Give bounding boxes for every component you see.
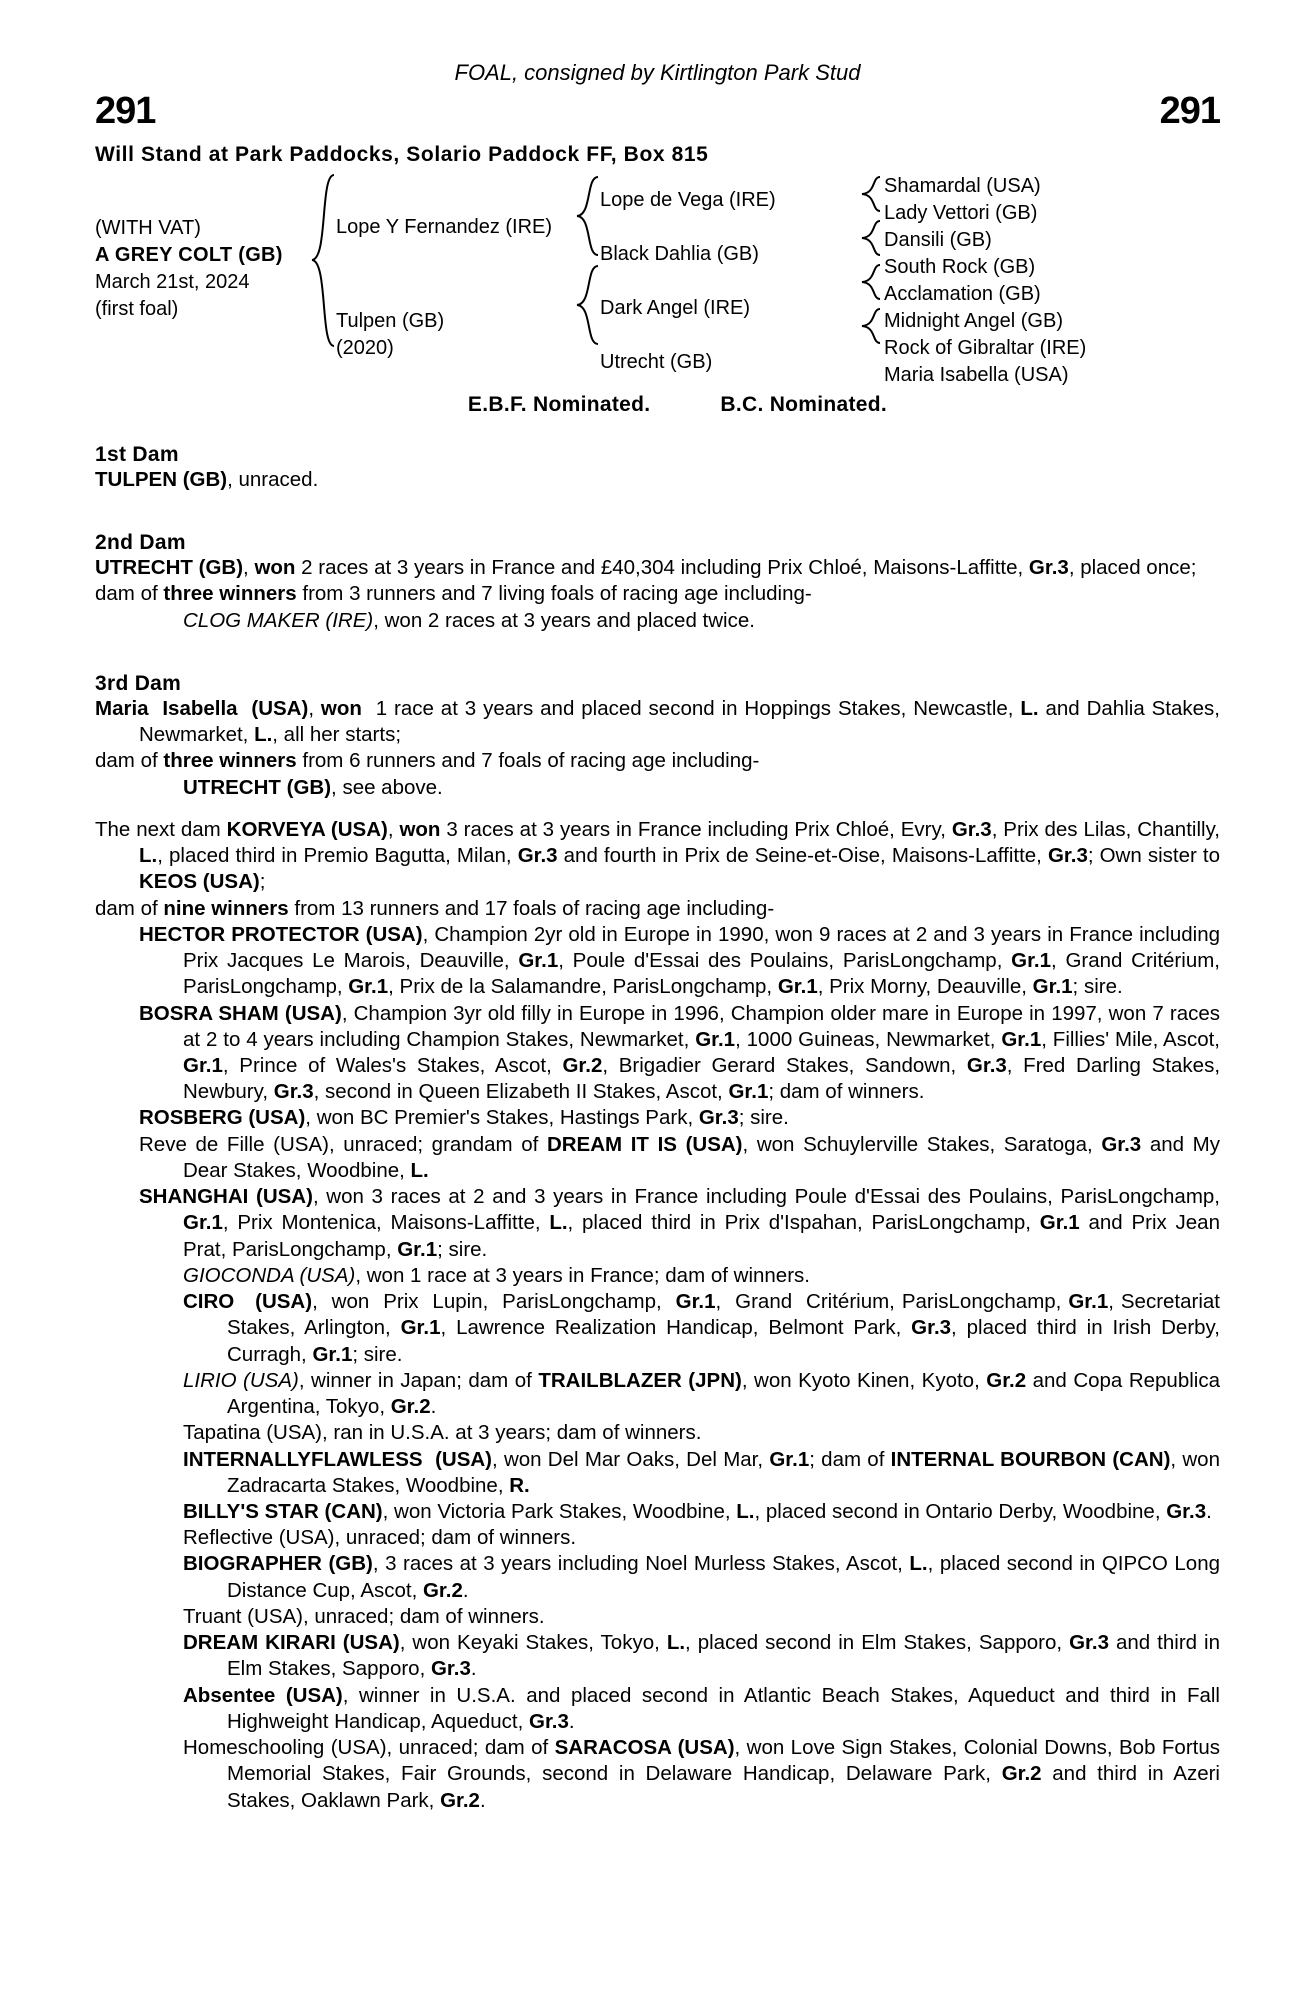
g4-name-5: Acclamation (GB): [884, 283, 1041, 305]
progeny-entry: Tapatina (USA), ran in U.S.A. at 3 years; dam of winners.: [183, 1421, 702, 1445]
progeny-entry: BIOGRAPHER (GB), 3 races at 3 years including Noel Murless Stakes, Ascot, L., placed second in QIPCO Long Distance Cup, Ascot, Gr.2.: [183, 1552, 1220, 1602]
progeny-entry: CIRO (USA), won Prix Lupin, ParisLongchamp, Gr.1, Grand Critérium, ParisLongchamp, Gr.1, Secretariat Stakes, Arlington, Gr.1, Lawrence Realization Handicap, Belmont Park, Gr.3, placed third in Irish Derby, Curragh, Gr.1; sire.: [183, 1290, 1220, 1366]
progeny-entry: BILLY'S STAR (CAN), won Victoria Park Stakes, Woodbine, L., placed second in Ontario Derby, Woodbine, Gr.3.: [183, 1499, 1212, 1523]
subject-foaled: March 21st, 2024: [95, 271, 250, 293]
dam-name: Tulpen (GB): [336, 310, 445, 332]
sire-cell: [336, 173, 574, 281]
stand-location-line: Will Stand at Park Paddocks, Solario Paddock FF, Box 815: [95, 143, 709, 166]
sire-dam-name: Black Dahlia (GB): [600, 242, 759, 265]
third-dam-line-1: Maria Isabella (USA), won 1 race at 3 years and placed second in Hoppings Stakes, Newcastle, L. and Dahlia Stakes, Newmarket, L., all her starts;: [95, 696, 1220, 747]
brace-gen1: [310, 173, 336, 389]
next-dam-damof: dam of nine winners from 13 runners and 17 foals of racing age including-: [95, 896, 775, 920]
g4-name-2: Lady Vettori (GB): [884, 202, 1038, 224]
g4-name-8: Maria Isabella (USA): [884, 364, 1069, 386]
progeny-entry: ROSBERG (USA), won BC Premier's Stakes, Hastings Park, Gr.3; sire.: [139, 1106, 789, 1130]
second-dam-heading: 2nd Dam: [95, 531, 186, 555]
generation-4: [884, 173, 1220, 389]
sire-name: Lope Y Fernandez (IRE): [336, 215, 553, 238]
second-dam-line-1: UTRECHT (GB), won 2 races at 3 years in France and £40,304 including Prix Chloé, Maisons-Laffitte, Gr.3, placed once;: [95, 556, 1197, 580]
subject-details: [95, 173, 310, 389]
next-dam-intro: The next dam KORVEYA (USA), won 3 races at 3 years in France including Prix Chloé, Evry, Gr.3, Prix des Lilas, Chantilly, L., placed third in Premio Bagutta, Milan, Gr.3 and fourth in Prix de Seine-et-Oise, Maisons-Laffitte, Gr.3; Own sister to KEOS (USA);: [95, 817, 1220, 894]
progeny-entry: DREAM KIRARI (USA), won Keyaki Stakes, Tokyo, L., placed second in Elm Stakes, Sapporo, Gr.3 and third in Elm Stakes, Sapporo, Gr.3.: [183, 1631, 1221, 1681]
dam-sire-name: Dark Angel (IRE): [600, 296, 751, 319]
progeny-entry: GIOCONDA (USA), won 1 race at 3 years in France; dam of winners.: [183, 1263, 810, 1287]
sire-sire-name: Lope de Vega (IRE): [600, 188, 776, 211]
nominations-row: [95, 393, 1220, 417]
g4-name-1: Shamardal (USA): [884, 175, 1041, 197]
first-dam-heading: 1st Dam: [95, 443, 179, 466]
ebf-nomination: E.B.F. Nominated.: [467, 393, 651, 416]
vat-note: (WITH VAT): [95, 217, 201, 239]
dam-year: (2020): [336, 337, 394, 359]
progeny-entry: INTERNALLYFLAWLESS (USA), won Del Mar Oaks, Del Mar, Gr.1; dam of INTERNAL BOURBON (CAN), won Zadracarta Stakes, Woodbine, R.: [183, 1447, 1220, 1497]
second-dam-line-3: CLOG MAKER (IRE), won 2 races at 3 years and placed twice.: [183, 608, 755, 632]
progeny-entry: Reflective (USA), unraced; dam of winners.: [183, 1526, 577, 1550]
consignor-line: FOAL, consigned by Kirtlington Park Stud: [454, 60, 861, 85]
dam-dam-name: Utrecht (GB): [600, 350, 713, 373]
progeny-entry: Homeschooling (USA), unraced; dam of SARACOSA (USA), won Love Sign Stakes, Colonial Downs, Bob Fortus Memorial Stakes, Fair Grounds, second in Delaware Handicap, Delaware Park, Gr.2 and third in Azeri Stakes, Oaklawn Park, Gr.2.: [183, 1736, 1220, 1812]
lot-number-left: 291: [95, 90, 156, 132]
progeny-entry: SHANGHAI (USA), won 3 races at 2 and 3 years in France including Poule d'Essai des Poulains, ParisLongchamp, Gr.1, Prix Montenica, Maisons-Laffitte, L., placed third in Prix d'Ispahan, ParisLongchamp, Gr.1 and Prix Jean Prat, ParisLongchamp, Gr.1; sire.: [139, 1185, 1220, 1261]
progeny-entry: LIRIO (USA), winner in Japan; dam of TRAILBLAZER (JPN), won Kyoto Kinen, Kyoto, Gr.2 and Copa Republica Argentina, Tokyo, Gr.2.: [183, 1368, 1220, 1419]
g4-name-6: Midnight Angel (GB): [884, 310, 1063, 332]
progeny-entry: Absentee (USA), winner in U.S.A. and placed second in Atlantic Beach Stakes, Aqueduct and third in Fall Highweight Handicap, Aqueduct, Gr.3.: [183, 1683, 1220, 1733]
dam-dam-cell: [600, 335, 858, 389]
third-dam-line-3: UTRECHT (GB), see above.: [183, 775, 443, 799]
first-dam-body: TULPEN (GB), unraced.: [95, 468, 319, 491]
third-dam-heading: 3rd Dam: [95, 671, 182, 695]
g4-name-7: Rock of Gibraltar (IRE): [884, 337, 1087, 359]
lot-number-row: [95, 90, 1220, 133]
progeny-entry: Truant (USA), unraced; dam of winners.: [183, 1604, 545, 1628]
sire-sire-cell: [600, 173, 858, 227]
g4-pair-3: [884, 281, 1220, 335]
g4-name-4: South Rock (GB): [884, 256, 1036, 278]
third-dam-line-2: dam of three winners from 6 runners and 7 foals of racing age including-: [95, 749, 760, 773]
pedigree-table: [95, 173, 1220, 389]
generation-3: [600, 173, 858, 389]
g4-name-3: Dansili (GB): [884, 229, 992, 251]
g4-pair-2: [884, 227, 1220, 281]
subject-title: A GREY COLT (GB): [95, 244, 283, 266]
progeny-entry: BOSRA SHAM (USA), Champion 3yr old filly in Europe in 1996, Champion older mare in Europe in 1997, won 7 races at 2 to 4 years including Champion Stakes, Newmarket, Gr.1, 1000 Guineas, Newmarket, Gr.1, Fillies' Mile, Ascot, Gr.1, Prince of Wales's Stakes, Ascot, Gr.2, Brigadier Gerard Stakes, Sandown, Gr.3, Fred Darling Stakes, Newbury, Gr.3, second in Queen Elizabeth II Stakes, Ascot, Gr.1; dam of winners.: [139, 1001, 1221, 1104]
g4-pair-1: [884, 173, 1220, 227]
dam-cell: [336, 281, 574, 389]
brace-gen3: [858, 173, 884, 389]
generation-2: [336, 173, 574, 389]
dam-sire-cell: [600, 281, 858, 335]
lot-number-right: 291: [1159, 90, 1220, 132]
g4-pair-4: [884, 335, 1220, 389]
first-dam-name: TULPEN (GB): [95, 468, 228, 491]
brace-gen2-top: [574, 173, 600, 389]
second-dam-line-2: dam of three winners from 3 runners and 7 living foals of racing age including-: [95, 582, 812, 606]
progeny-entry: HECTOR PROTECTOR (USA), Champion 2yr old in Europe in 1990, won 9 races at 2 and 3 years in France including Prix Jacques Le Marois, Deauville, Gr.1, Poule d'Essai des Poulains, ParisLongchamp, Gr.1, Grand Critérium, ParisLongchamp, Gr.1, Prix de la Salamandre, ParisLongchamp, Gr.1, Prix Morny, Deauville, Gr.1; sire.: [139, 922, 1220, 999]
bc-nomination: B.C. Nominated.: [720, 393, 888, 416]
subject-note: (first foal): [95, 298, 179, 320]
sire-dam-cell: [600, 227, 858, 281]
progeny-entry: Reve de Fille (USA), unraced; grandam of DREAM IT IS (USA), won Schuylerville Stakes, Saratoga, Gr.3 and My Dear Stakes, Woodbine, L.: [139, 1132, 1220, 1182]
